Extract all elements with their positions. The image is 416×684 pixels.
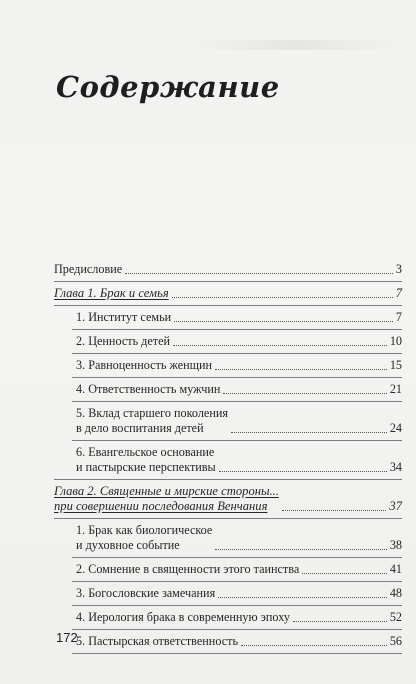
dot-leader	[125, 273, 393, 274]
dot-leader	[241, 645, 387, 646]
chapter-title: Глава 2. Священные и мирские стороны... при совершении последования Венчания	[54, 484, 279, 513]
toc-entry-title: 5. Вклад старшего поколения в дело воспитания детей	[76, 406, 228, 435]
toc-entry-page: 52	[389, 610, 402, 624]
toc-entry-2-5	[54, 634, 402, 649]
separator-line	[72, 353, 402, 354]
dot-leader	[231, 432, 387, 433]
dot-leader	[215, 369, 387, 370]
separator-line	[72, 329, 402, 330]
toc-entry-1-6	[54, 445, 402, 475]
toc-entry-page: 34	[389, 460, 402, 474]
dot-leader	[223, 393, 386, 394]
toc-entry-title: 1. Институт семьи	[76, 310, 172, 324]
page-number: 172	[56, 630, 78, 645]
toc-chapter-1	[54, 286, 402, 301]
dot-leader	[174, 321, 393, 322]
toc-entry-1-4	[54, 382, 402, 397]
toc-entry-title: 2. Ценность детей	[76, 334, 171, 348]
dot-leader	[293, 621, 387, 622]
separator-line	[54, 479, 402, 480]
toc-entry-title: 5. Пастырская ответственность	[76, 634, 239, 648]
toc-entry-page: 10	[389, 334, 402, 348]
toc-entry-1-5	[54, 406, 402, 436]
separator-line	[72, 629, 402, 630]
toc-chapter-2	[54, 484, 402, 514]
chapter-title: Глава 1. Брак и семья	[54, 286, 169, 300]
toc-entry-title: 4. Ответственность мужчин	[76, 382, 221, 396]
separator-line	[72, 440, 402, 441]
toc-entry-title: 3. Богословские замечания	[76, 586, 216, 600]
dot-leader	[302, 573, 387, 574]
toc-entry-page: 3	[395, 262, 402, 276]
toc-entry-title: 1. Брак как биологическое и духовное событие	[76, 523, 213, 552]
toc-entry-page: 7	[395, 310, 402, 324]
toc-entry-title: 4. Иерология брака в современную эпоху	[76, 610, 290, 624]
separator-line	[72, 401, 402, 402]
separator-line	[72, 557, 402, 558]
dot-leader	[215, 549, 386, 550]
toc-entry-2-3	[54, 586, 402, 601]
toc-entry-title: 6. Евангельское основание и пастырские перспективы	[76, 445, 216, 474]
toc-entry-page: 38	[389, 538, 402, 552]
dot-leader	[282, 510, 386, 511]
dot-leader	[172, 297, 393, 298]
toc-entry-2-2	[54, 562, 402, 577]
dot-leader	[219, 471, 387, 472]
toc-entry-1-2	[54, 334, 402, 349]
toc-entry-1-1	[54, 310, 402, 325]
page-title: Содержание	[56, 70, 280, 104]
toc-entry-page: 24	[389, 421, 402, 435]
chapter-page: 7	[395, 286, 402, 300]
bleed-through-shadow	[196, 40, 396, 50]
separator-line	[72, 581, 402, 582]
separator-line	[54, 281, 402, 282]
separator-line	[54, 518, 402, 519]
separator-line	[54, 305, 402, 306]
toc-entry-page: 21	[389, 382, 402, 396]
toc-entry-2-4	[54, 610, 402, 625]
table-of-contents	[54, 262, 402, 658]
chapter-page: 37	[389, 499, 402, 513]
separator-line	[72, 605, 402, 606]
separator-line	[72, 377, 402, 378]
toc-entry-page: 48	[389, 586, 402, 600]
toc-entry-2-1	[54, 523, 402, 553]
toc-entry-title: 2. Сомнение в священности этого таинства	[76, 562, 300, 576]
toc-entry-page: 15	[389, 358, 402, 372]
dot-leader	[173, 345, 387, 346]
toc-entry-page: 41	[389, 562, 402, 576]
toc-entry-1-3	[54, 358, 402, 373]
toc-entry-title: Предисловие	[54, 262, 123, 276]
toc-entry-preface	[54, 262, 402, 277]
dot-leader	[218, 597, 387, 598]
separator-line	[72, 653, 402, 654]
toc-entry-title: 3. Равноценность женщин	[76, 358, 213, 372]
toc-entry-page: 56	[389, 634, 402, 648]
